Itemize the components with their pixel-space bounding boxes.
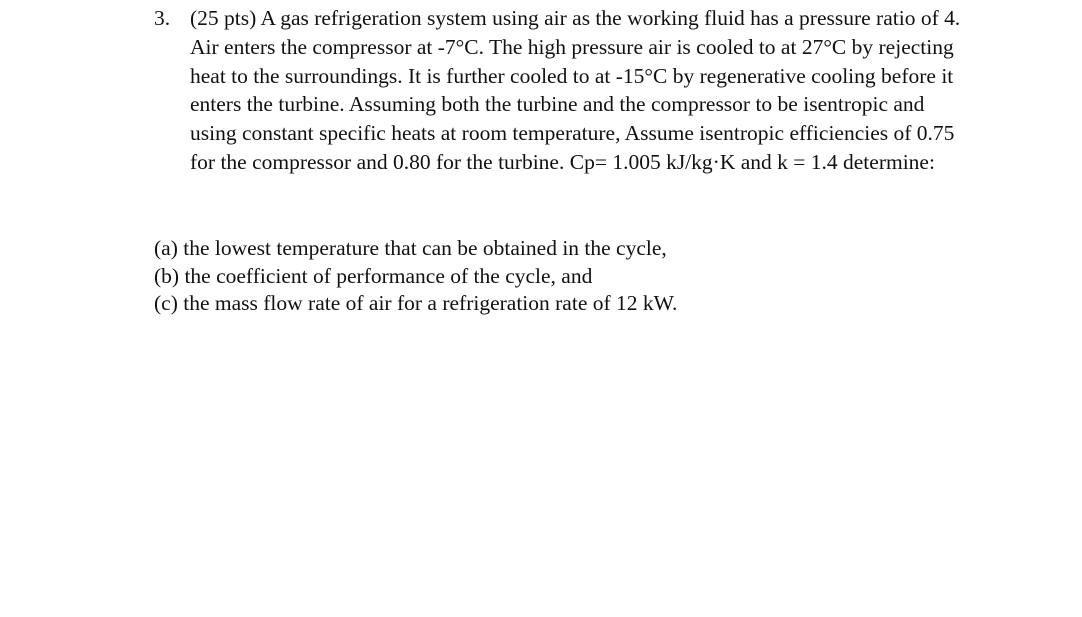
problem-statement	[154, 4, 1054, 177]
problem-parts-list	[154, 235, 1054, 318]
problem-number: 3.	[154, 6, 171, 30]
problem-line-6: for the compressor and 0.80 for the turbine. Cp= 1.005 kJ/kg·K and k = 1.4 determine:	[190, 149, 935, 174]
problem-line-4: enters the turbine. Assuming both the turbine and the compressor to be isentropic and	[190, 92, 925, 117]
problem-line-5: using constant specific heats at room temperature, Assume isentropic efficiencies of 0.75	[190, 121, 955, 146]
problem-line-2: Air enters the compressor at -7°C. The high pressure air is cooled to at 27°C by rejecting	[190, 34, 954, 59]
problem-body	[190, 4, 1054, 177]
part-b: (b) the coefficient of performance of the cycle, and	[154, 263, 593, 288]
part-c: (c) the mass flow rate of air for a refrigeration rate of 12 kW.	[154, 291, 678, 315]
problem-line-1: (25 pts) A gas refrigeration system using air as the working fluid has a pressure ratio of 4.	[190, 6, 961, 30]
part-a: (a) the lowest temperature that can be obtained in the cycle,	[154, 236, 667, 260]
problem-line-3: heat to the surroundings. It is further cooled to at -15°C by regenerative cooling before it	[190, 63, 954, 88]
